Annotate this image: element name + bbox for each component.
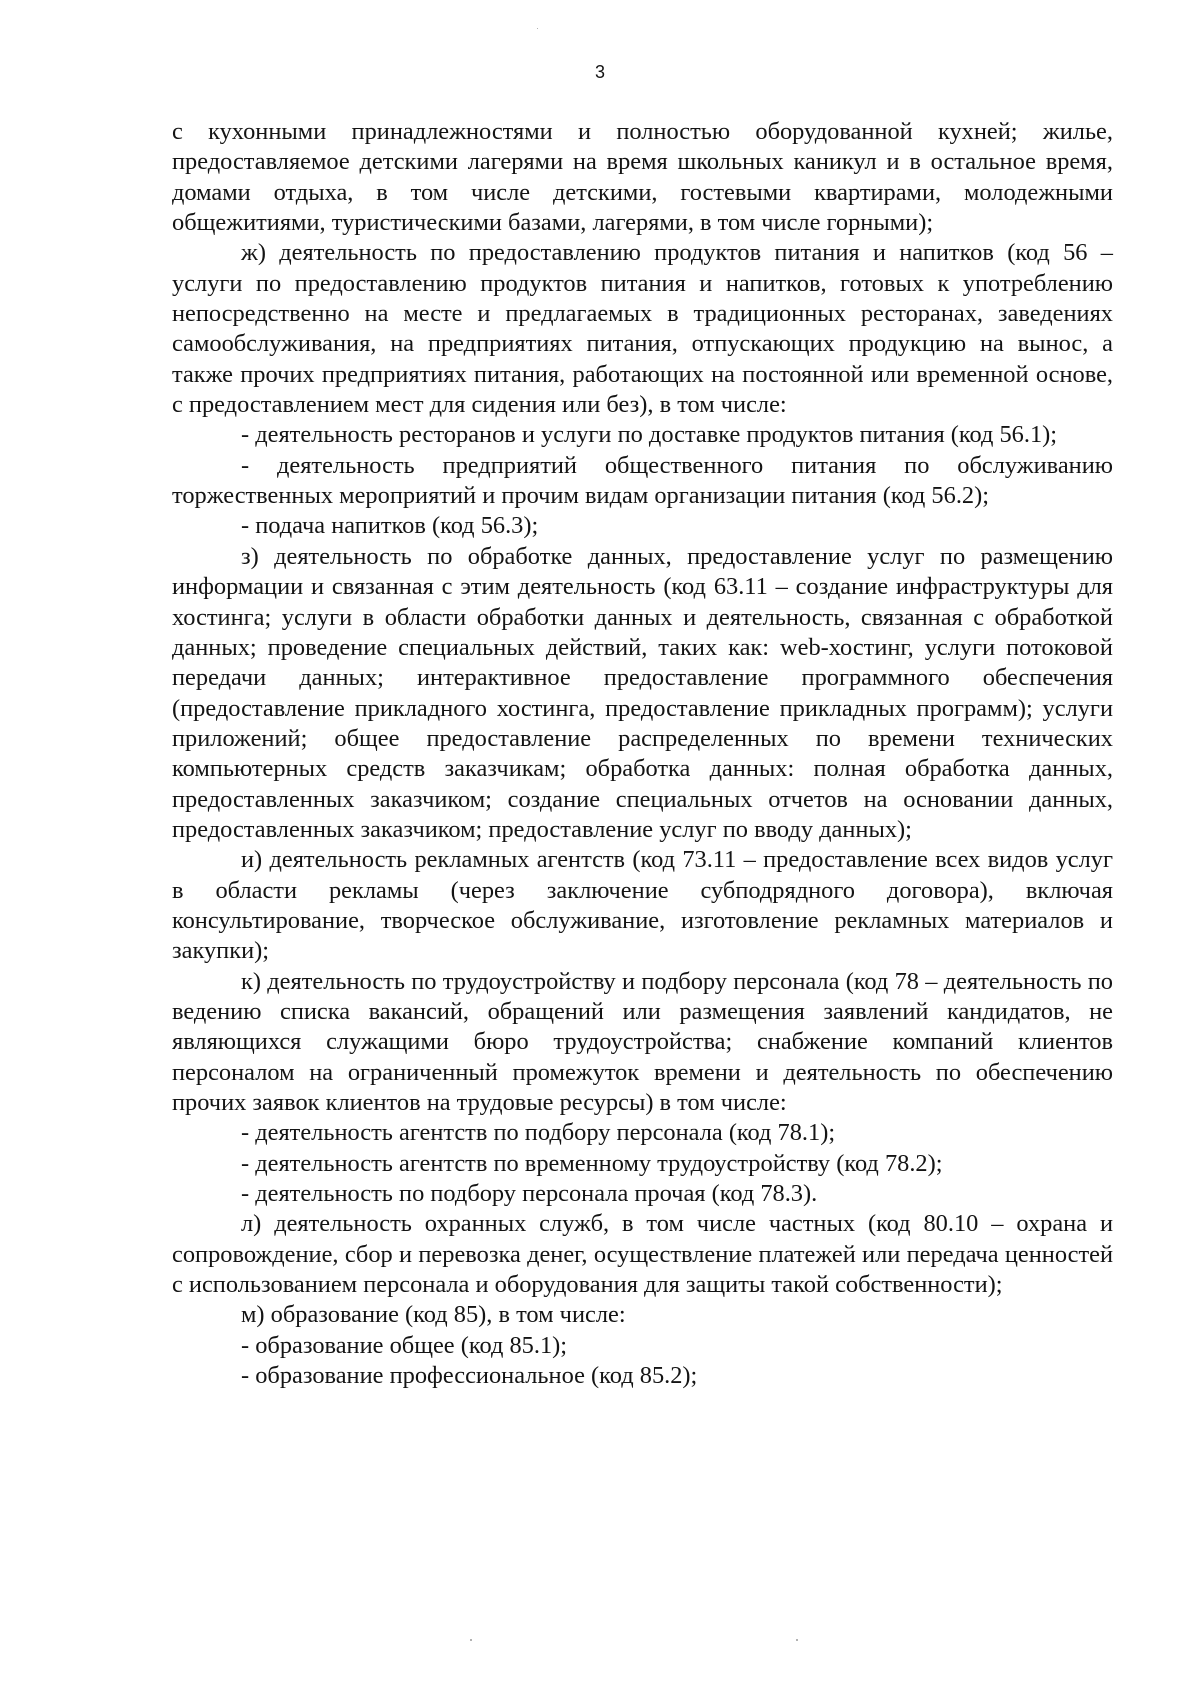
paragraph-item-l-security: л) деятельность охранных служб, в том числе частных (код 80.10 – охрана и сопровождение, сбор и перевозка денег, осуществление платежей или передача ценностей с использованием персонала и оборудования для защиты такой собственности); [172, 1210, 1113, 1299]
scan-speck [796, 1639, 798, 1641]
paragraph-subitem-78-1: - деятельность агентств по подбору персонала (код 78.1); [241, 1119, 836, 1147]
paragraph-item-zh-food-services: ж) деятельность по предоставлению продуктов питания и напитков (код 56 – услуги по предоставлению продуктов питания и напитков, готовых к употреблению непосредственно на месте и предлагаемых в традиционных ресторанах, заведениях самообслуживания, на предприятиях питания, отпускающих продукцию на вынос, а также прочих предприятиях питания, работающих на постоянной или временной основе, с предоставлением мест для сидения или без), в том числе: [172, 239, 1113, 419]
page-number: 3 [594, 62, 605, 82]
paragraph-item-k-employment: к) деятельность по трудоустройству и подбору персонала (код 78 – деятельность по ведению списка вакансий, обращений или размещения заявлений кандидатов, не являющихся служащими бюро трудоустройства; снабжение компаний клиентов персоналом на ограниченный промежуток времени и деятельность по обеспечению прочих заявок клиентов на трудовые ресурсы) в том числе: [172, 967, 1113, 1116]
paragraph-subitem-56-1: - деятельность ресторанов и услуги по доставке продуктов питания (код 56.1); [241, 421, 1058, 449]
paragraph-item-m-education: м) образование (код 85), в том числе: [241, 1301, 626, 1329]
paragraph-subitem-78-3: - деятельность по подбору персонала прочая (код 78.3). [241, 1180, 818, 1208]
paragraph-subitem-78-2: - деятельность агентств по временному трудоустройству (код 78.2); [241, 1149, 943, 1177]
paragraph-subitem-56-2: - деятельность предприятий общественного питания по обслуживанию торжественных мероприятий и прочим видам организации питания (код 56.2); [172, 451, 1113, 510]
document-body [172, 117, 1113, 1391]
scan-speck [470, 1639, 472, 1641]
paragraph-item-z-data-processing: з) деятельность по обработке данных, предоставление услуг по размещению информации и связанная с этим деятельность (код 63.11 – создание инфраструктуры для хостинга; услуги в области обработки данных и деятельность, связанная с обработкой данных; проведение специальных действий, таких как: web-хостинг, услуги потоковой передачи данных; интерактивное предоставление программного обеспечения (предоставление прикладного хостинга, предоставление прикладных программ); услуги приложений; общее предоставление распределенных по времени технических компьютерных средств заказчикам; обработка данных: полная обработка данных, предоставленных заказчиком; создание специальных отчетов на основании данных, предоставленных заказчиком; предоставление услуг по вводу данных); [172, 542, 1113, 843]
paragraph-housing-continuation: с кухонными принадлежностями и полностью оборудованной кухней; жилье, предоставляемое детскими лагерями на время школьных каникул и в остальное время, домами отдыха, в том числе детскими, гостевыми квартирами, молодежными общежитиями, туристическими базами, лагерями, в том числе горными); [172, 118, 1113, 237]
paragraph-subitem-56-3: - подача напитков (код 56.3); [241, 512, 539, 540]
paragraph-subitem-85-1: - образование общее (код 85.1); [241, 1331, 568, 1359]
scan-speck [537, 28, 538, 29]
paragraph-subitem-85-2: - образование профессиональное (код 85.2); [241, 1362, 698, 1390]
paragraph-item-i-advertising: и) деятельность рекламных агентств (код 73.11 – предоставление всех видов услуг в области рекламы (через заключение субподрядного договора), включая консультирование, творческое обслуживание, изготовление рекламных материалов и закупки); [172, 846, 1113, 965]
